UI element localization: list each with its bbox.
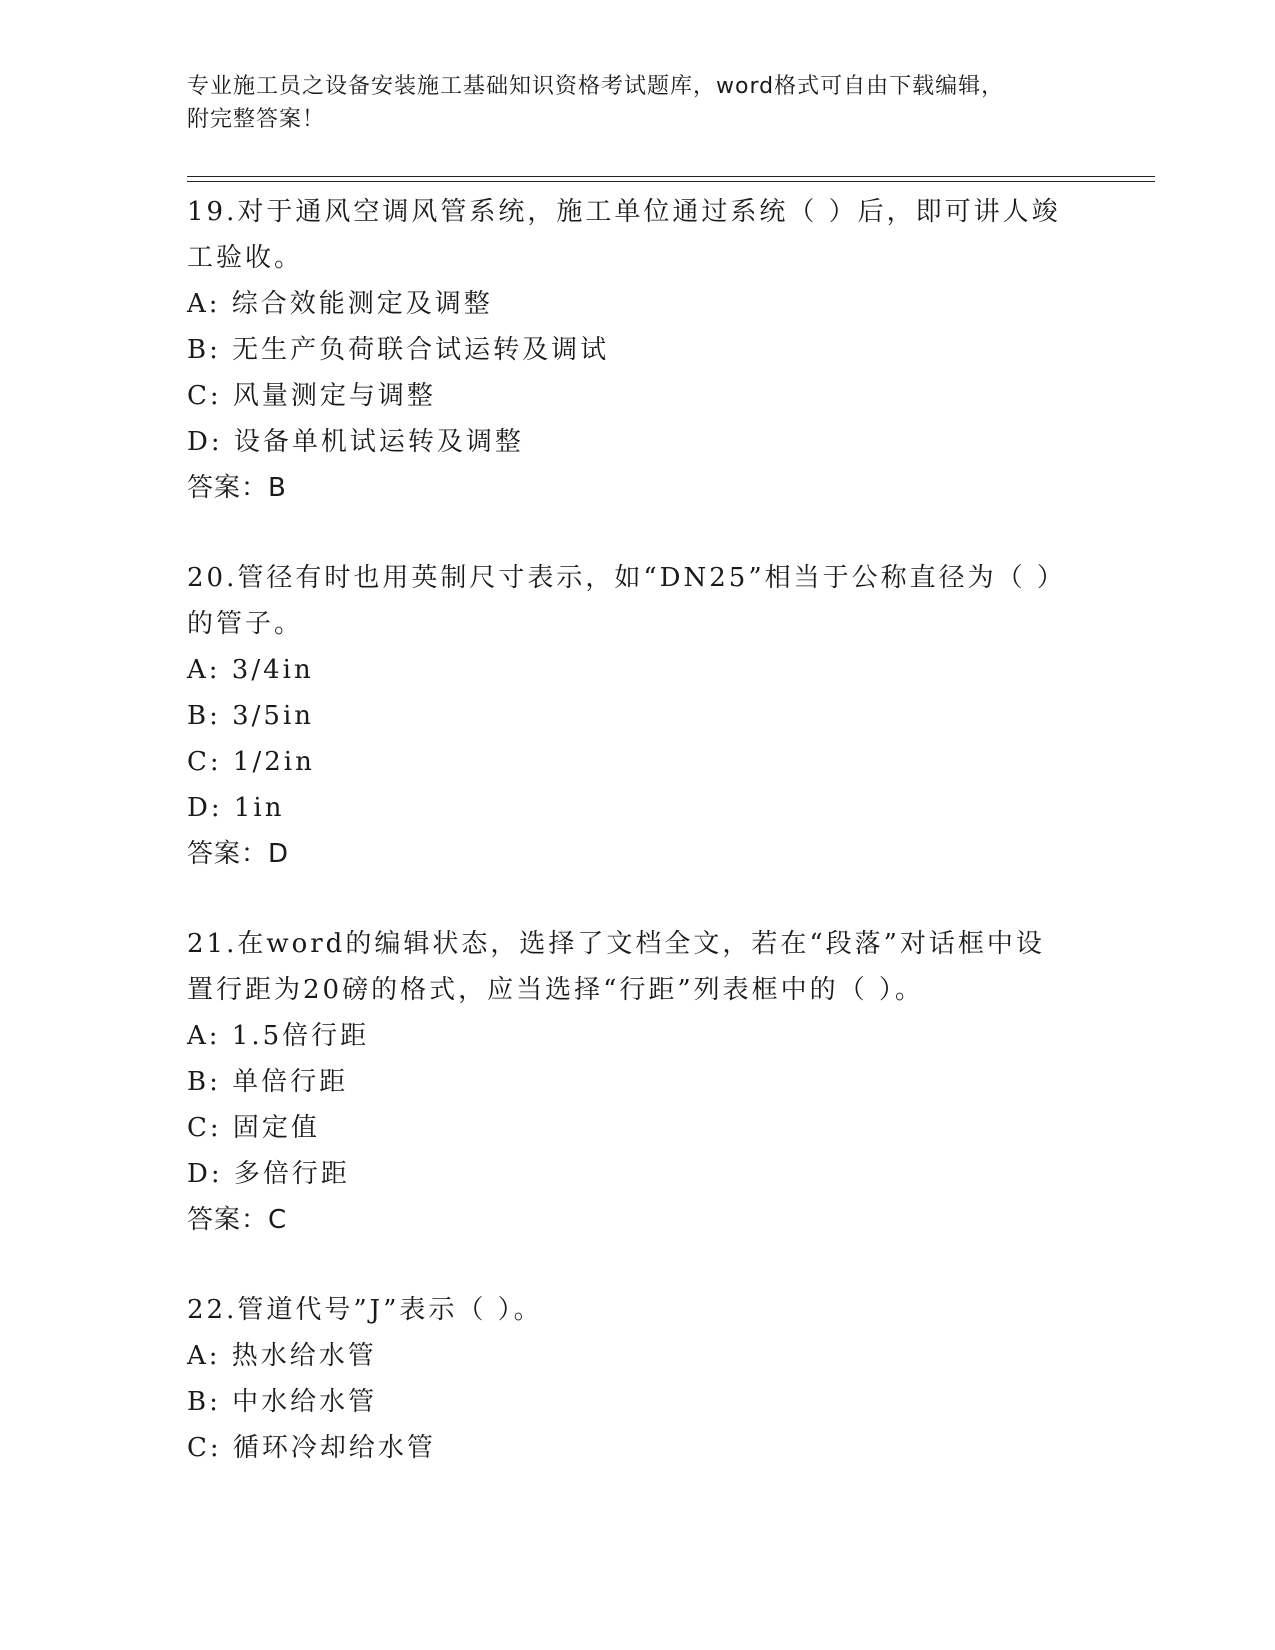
- option-c: C: 1/2in: [187, 747, 315, 777]
- header-line-1: 专业施工员之设备安装施工基础知识资格考试题库，word格式可自由下载编辑，: [187, 74, 1005, 99]
- header-line-2: 附完整答案！: [187, 107, 326, 132]
- answer: 答案：D: [187, 839, 290, 869]
- option-d: D: 多倍行距: [187, 1159, 350, 1189]
- option-d: D: 1in: [187, 793, 285, 823]
- header-divider-top: [187, 176, 1155, 177]
- option-a: A: 综合效能测定及调整: [187, 289, 493, 319]
- option-a: A: 3/4in: [187, 655, 314, 685]
- option-a: A: 1.5倍行距: [187, 1021, 370, 1051]
- question-stem-continued: 工验收。: [187, 243, 304, 273]
- question-20: [187, 555, 1087, 877]
- header-divider-bottom: [187, 181, 1155, 182]
- option-d: D: 设备单机试运转及调整: [187, 427, 524, 457]
- document-header: [187, 70, 1087, 136]
- option-c: C: 循环冷却给水管: [187, 1433, 436, 1463]
- question-stem: 19.对于通风空调风管系统，施工单位通过系统（ ）后，即可讲人竣: [187, 197, 1061, 227]
- option-c: C: 固定值: [187, 1113, 320, 1143]
- question-stem-continued: 置行距为20磅的格式，应当选择“行距”列表框中的（ ）。: [187, 975, 924, 1005]
- question-stem: 22.管道代号”J”表示（ ）。: [187, 1295, 543, 1325]
- option-b: B: 无生产负荷联合试运转及调试: [187, 335, 610, 365]
- question-stem: 21.在word的编辑状态，选择了文档全文，若在“段落”对话框中设: [187, 929, 1045, 959]
- option-b: B: 中水给水管: [187, 1387, 378, 1417]
- answer: 答案：C: [187, 1205, 288, 1235]
- answer: 答案：B: [187, 473, 287, 503]
- option-b: B: 单倍行距: [187, 1067, 349, 1097]
- question-stem: 20.管径有时也用英制尺寸表示，如“DN25”相当于公称直径为（ ）: [187, 563, 1066, 593]
- question-22: [187, 1287, 1087, 1471]
- option-c: C: 风量测定与调整: [187, 381, 436, 411]
- question-21: [187, 921, 1087, 1243]
- question-stem-continued: 的管子。: [187, 609, 304, 639]
- question-19: [187, 189, 1087, 511]
- option-a: A: 热水给水管: [187, 1341, 377, 1371]
- option-b: B: 3/5in: [187, 701, 315, 731]
